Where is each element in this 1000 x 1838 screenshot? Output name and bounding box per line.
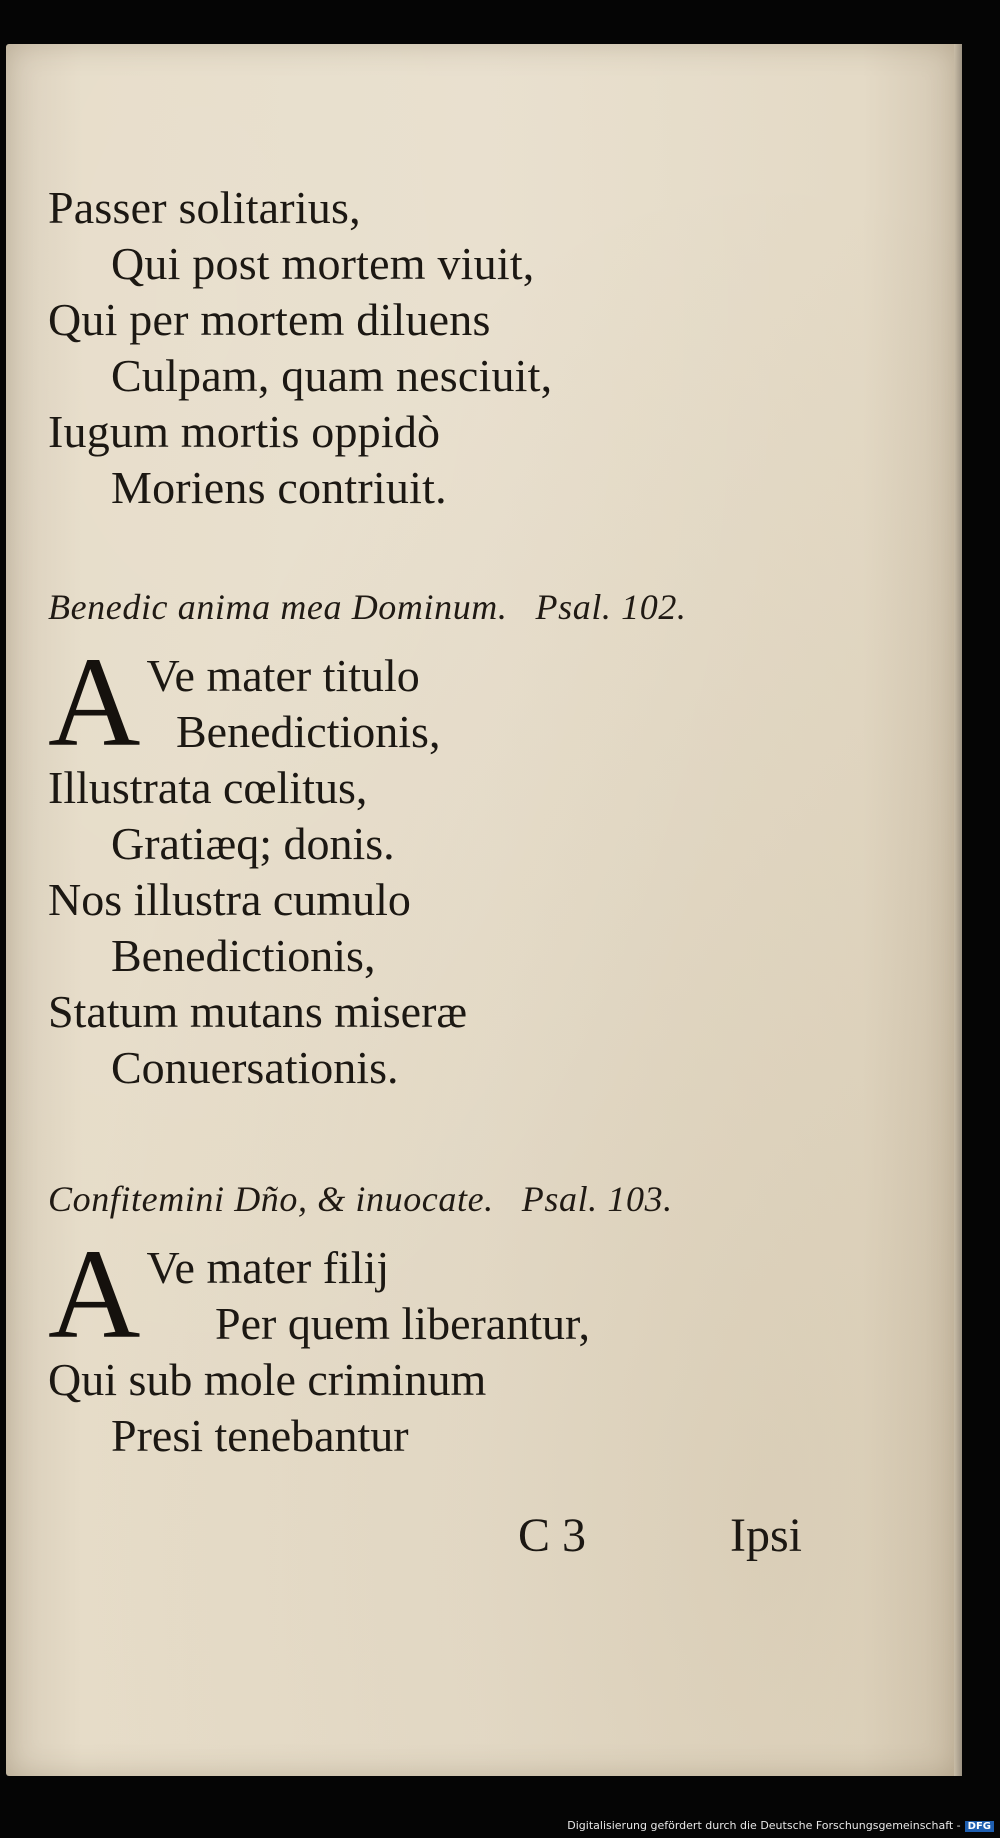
verse-line: Culpam, quam nesciuit, <box>111 350 553 401</box>
signature-mark: C 3 <box>518 1509 587 1562</box>
first-line-rest: Ve mater titulo <box>146 650 420 701</box>
psalm-heading-102 <box>48 587 687 627</box>
stanza-2 <box>48 1223 590 1464</box>
verse-line: Qui sub mole criminum <box>48 1354 487 1405</box>
verse-line: Qui per mortem diluens <box>48 294 491 345</box>
psalm-heading-103 <box>48 1179 673 1219</box>
verse-line: Qui post mortem viuit, <box>111 238 535 289</box>
drop-cap: A <box>48 1223 141 1365</box>
drop-cap: A <box>48 631 141 773</box>
catchword: Ipsi <box>730 1509 802 1562</box>
credit-text: Digitalisierung gefördert durch die Deutsche Forschungsgemeinschaft - <box>567 1819 961 1832</box>
book-page <box>6 44 958 1776</box>
verse-line: Iugum mortis oppidò <box>48 406 441 457</box>
digitization-credit <box>567 1819 994 1832</box>
verse-line: Moriens contriuit. <box>111 462 447 513</box>
heading-text: Confitemini Dño, & inuocate. <box>48 1179 494 1219</box>
dfg-logo: DFG <box>965 1821 994 1832</box>
verse-top <box>48 180 552 516</box>
psalm-reference: Psal. 103. <box>521 1179 673 1219</box>
verse-line: Per quem liberantur, <box>215 1298 590 1349</box>
psalm-reference: Psal. 102. <box>535 587 687 627</box>
verse-line: Statum mutans miseræ <box>48 986 468 1037</box>
verse-line: Passer solitarius, <box>48 182 361 233</box>
first-line-rest: Ve mater filij <box>146 1242 390 1293</box>
verse-line: Benedictionis, <box>111 930 376 981</box>
verse-line: Conuersationis. <box>111 1042 399 1093</box>
verse-line: Benedictionis, <box>176 706 441 757</box>
verse-line: Gratiæq; donis. <box>111 818 395 869</box>
verse-line: Nos illustra cumulo <box>48 874 411 925</box>
verse-line: Illustrata cœlitus, <box>48 762 368 813</box>
verse-line: Presi tenebantur <box>111 1410 409 1461</box>
heading-text: Benedic anima mea Dominum. <box>48 587 508 627</box>
stanza-1 <box>48 631 468 1096</box>
